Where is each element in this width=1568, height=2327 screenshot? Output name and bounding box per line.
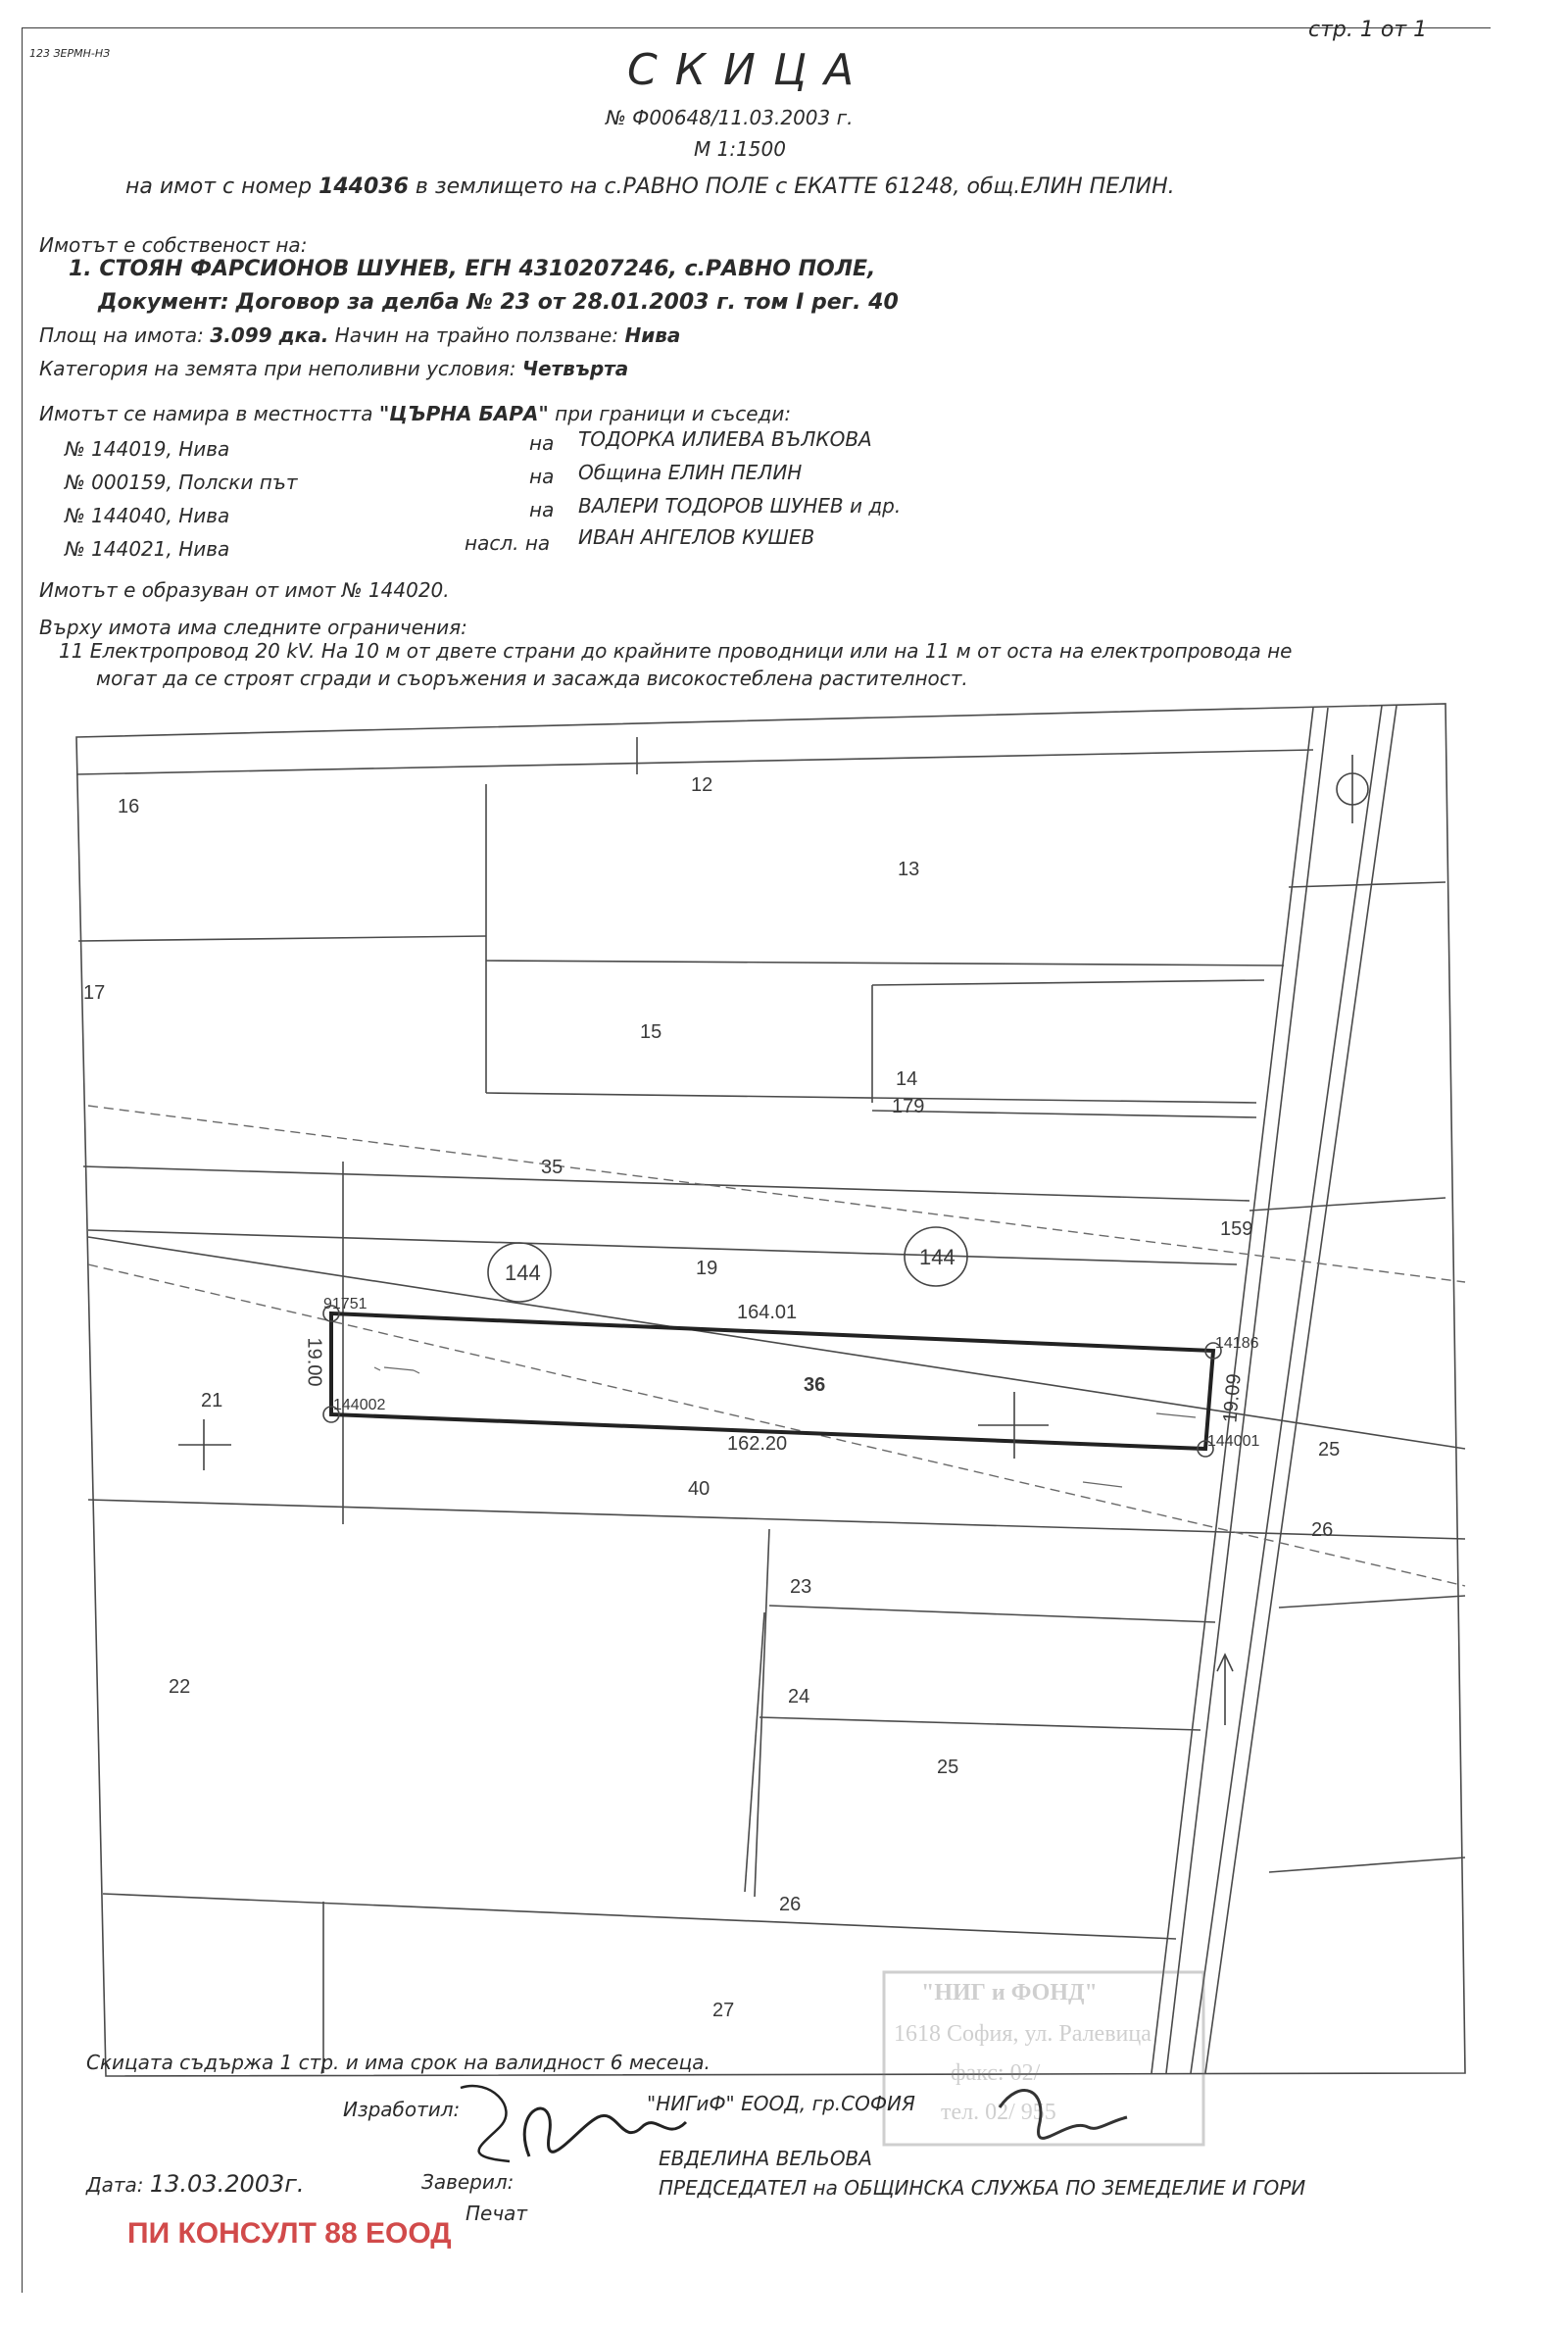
date-value: 13.03.2003г. bbox=[149, 2170, 305, 2198]
owner-label: Имотът е собственост на: bbox=[39, 233, 308, 257]
prepared-by: "НИГиФ" ЕООД, гр.СОФИЯ bbox=[647, 2092, 915, 2115]
neighbor-name: ИВАН АНГЕЛОВ КУШЕВ bbox=[578, 525, 815, 549]
date-line bbox=[86, 2170, 305, 2198]
use-value: Нива bbox=[624, 323, 681, 347]
stamp-label: Печат bbox=[466, 2202, 528, 2225]
parcel-label: 14 bbox=[896, 1068, 918, 1090]
neighbor-id: № 144040, Нива bbox=[65, 504, 230, 527]
parcel-label: 21 bbox=[201, 1390, 223, 1411]
target-parcel-label: 36 bbox=[804, 1374, 826, 1396]
property-location: в землището на с.РАВНО ПОЛЕ с ЕКАТТЕ 61248, общ.ЕЛИН ПЕЛИН. bbox=[415, 174, 1175, 199]
owner-name: 1. СТОЯН ФАРСИОНОВ ШУНЕВ, ЕГН 4310207246, с.РАВНО ПОЛЕ, bbox=[69, 257, 876, 281]
restriction-line-1: 11 Електропровод 20 kV. На 10 м от двете страни до крайните проводници или на 11 м от оста на електропровода не bbox=[59, 639, 1293, 663]
stamp-line: 1618 София, ул. Ралевица bbox=[894, 2021, 1152, 2047]
parcel-label: 16 bbox=[118, 796, 140, 817]
formed-from: Имотът е образуван от имот № 144020. bbox=[39, 578, 450, 602]
neighbor-id: № 144021, Нива bbox=[65, 537, 230, 561]
parcel-label: 23 bbox=[790, 1576, 812, 1598]
parcel-label: 35 bbox=[541, 1157, 564, 1178]
parcel-label: 25 bbox=[937, 1757, 959, 1778]
property-id: 144036 bbox=[318, 174, 409, 199]
validity-note: Скицата съдържа 1 стр. и има срок на валидност 6 месеца. bbox=[86, 2051, 710, 2074]
location-label: Имотът се намира в местността bbox=[39, 402, 373, 425]
parcel-label: 159 bbox=[1220, 1218, 1253, 1240]
point-label: 144002 bbox=[333, 1397, 386, 1413]
parcel-label: 22 bbox=[169, 1676, 191, 1698]
circle-label: 144 bbox=[505, 1261, 541, 1285]
parcel-label: 179 bbox=[892, 1096, 925, 1117]
map-frame bbox=[76, 704, 1465, 2076]
form-code: 123 ЗЕРМН-НЗ bbox=[29, 47, 111, 60]
dimension-left: 19.00 bbox=[303, 1337, 325, 1387]
parcel-label: 15 bbox=[640, 1021, 662, 1043]
neighbor-name: ТОДОРКА ИЛИЕВА ВЪЛКОВА bbox=[578, 427, 872, 451]
neighbor-name: Община ЕЛИН ПЕЛИН bbox=[578, 461, 803, 484]
parcel-label: 24 bbox=[788, 1686, 810, 1708]
neighbor-id: № 144019, Нива bbox=[65, 437, 230, 461]
parcel-label: 25 bbox=[1318, 1439, 1341, 1461]
restrictions-label: Върху имота има следните ограничения: bbox=[39, 616, 467, 639]
dimension-bottom: 162.20 bbox=[727, 1433, 788, 1455]
neighbor-prefix: на bbox=[529, 465, 555, 488]
parcel-label: 26 bbox=[1311, 1519, 1334, 1541]
date-label: Дата: bbox=[86, 2173, 144, 2197]
stamp-line: факс: 02/ bbox=[951, 2060, 1041, 2086]
parcel-label: 26 bbox=[779, 1894, 802, 1915]
certified-label: Заверил: bbox=[421, 2170, 514, 2194]
restriction-line-2: могат да се строят сгради и съоръжения и засажда високостеблена растителност. bbox=[96, 667, 968, 690]
point-label: 144001 bbox=[1207, 1433, 1260, 1450]
doc-value: Договор за делба № 23 от 28.01.2003 г. том I рег. 40 bbox=[235, 290, 899, 315]
use-label: Начин на трайно ползване: bbox=[334, 323, 619, 347]
dimension-top: 164.01 bbox=[737, 1302, 798, 1323]
document-number: № Ф00648/11.03.2003 г. bbox=[606, 106, 854, 129]
document-title: СКИЦА bbox=[627, 45, 872, 95]
parcel-label: 40 bbox=[688, 1478, 710, 1500]
point-label: 14186 bbox=[1215, 1335, 1259, 1352]
point-label: 91751 bbox=[323, 1296, 368, 1312]
doc-label: Документ: bbox=[98, 290, 229, 315]
scale: М 1:1500 bbox=[694, 137, 786, 161]
stamp-line: тел. 02/ 955 bbox=[941, 2100, 1056, 2125]
area-value: 3.099 дка. bbox=[210, 323, 329, 347]
category-label: Категория на земята при неполивни условия: bbox=[39, 357, 516, 380]
watermark: ПИ КОНСУЛТ 88 ЕООД bbox=[127, 2217, 452, 2250]
circle-label: 144 bbox=[919, 1245, 956, 1269]
parcel-label: 19 bbox=[696, 1258, 718, 1279]
neighbor-prefix: на bbox=[529, 431, 555, 455]
parcel-label: 27 bbox=[712, 2000, 735, 2021]
page-number: стр. 1 от 1 bbox=[1308, 18, 1428, 42]
location-value: "ЦЪРНА БАРА" bbox=[378, 402, 549, 425]
prepared-label: Изработил: bbox=[343, 2098, 461, 2121]
parcel-label: 12 bbox=[691, 774, 713, 796]
parcel-label: 17 bbox=[83, 982, 106, 1004]
certifier-name: ЕВДЕЛИНА ВЕЛЬОВА bbox=[659, 2147, 872, 2170]
stamp-line: "НИГ и ФОНД" bbox=[921, 1980, 1098, 2005]
neighbor-prefix: насл. на bbox=[465, 531, 551, 555]
signatures bbox=[451, 2068, 1196, 2205]
neighbor-prefix: на bbox=[529, 498, 555, 521]
certifier-title: ПРЕДСЕДАТЕЛ на ОБЩИНСКА СЛУЖБА ПО ЗЕМЕДЕЛИЕ И ГОРИ bbox=[659, 2176, 1306, 2200]
category-value: Четвърта bbox=[521, 357, 629, 380]
dimension-right: 19.09 bbox=[1219, 1372, 1246, 1424]
parcel-label: 13 bbox=[898, 859, 920, 880]
neighbor-name: ВАЛЕРИ ТОДОРОВ ШУНЕВ и др. bbox=[578, 494, 902, 518]
location-rest: при граници и съседи: bbox=[555, 402, 792, 425]
property-prefix: на имот с номер bbox=[125, 174, 313, 199]
target-parcel-outline bbox=[331, 1313, 1213, 1449]
area-label: Площ на имота: bbox=[39, 323, 204, 347]
neighbor-id: № 000159, Полски път bbox=[65, 470, 298, 494]
